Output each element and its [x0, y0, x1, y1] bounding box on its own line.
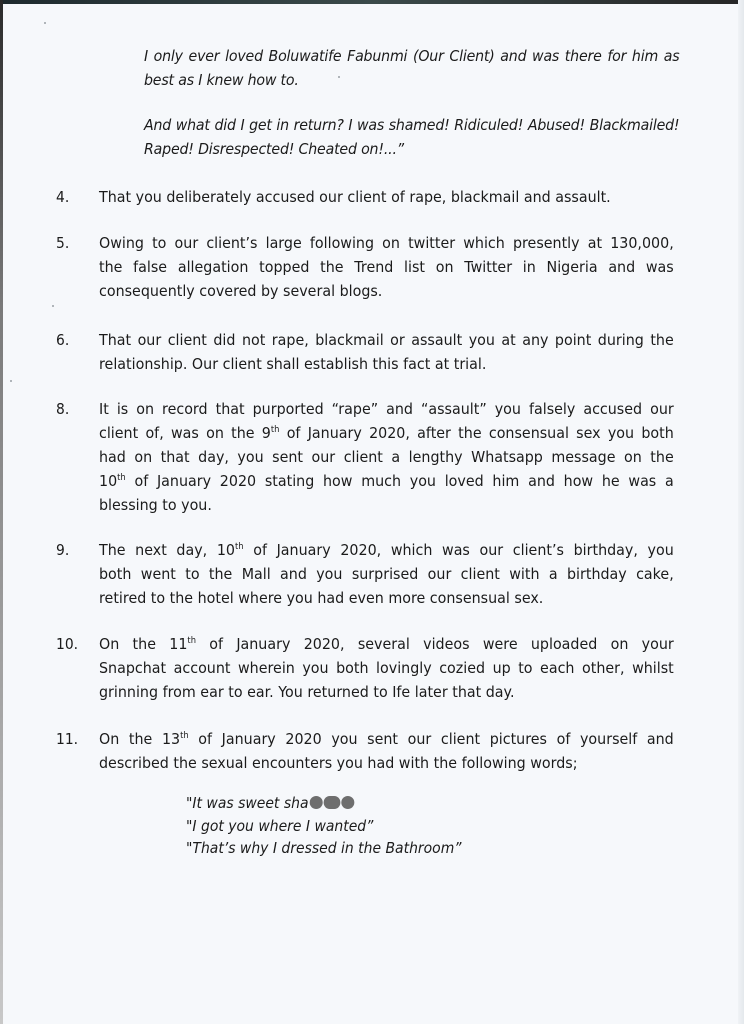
line-text: of January 2020, after the consensual sex you both — [279, 424, 674, 442]
scan-top-edge — [0, 0, 744, 4]
paragraph-body — [99, 231, 674, 303]
paragraph-line — [99, 727, 674, 751]
paragraph-line: That you deliberately accused our client of rape, blackmail and assault. — [99, 188, 611, 206]
paragraph-line — [99, 562, 674, 586]
line-text: On the 11 — [99, 635, 188, 653]
smirk-emoji-icon — [309, 796, 322, 809]
ordinal-suffix: th — [270, 425, 280, 435]
paragraph-body — [99, 185, 674, 209]
paragraph-number: 9. — [56, 541, 70, 559]
paragraph-line — [99, 586, 674, 610]
saying-line: "That’s why I dressed in the Bathroom” — [186, 839, 462, 857]
line-text: On the 13 — [99, 730, 181, 748]
line-text: described the sexual encounters you had with the following words; — [99, 754, 578, 772]
paragraph-number: 5. — [56, 234, 70, 252]
paragraph-number: 4. — [56, 188, 70, 206]
scan-left-edge — [0, 0, 3, 1024]
quoted-sayings — [186, 792, 462, 860]
paragraph-line — [99, 538, 674, 562]
paragraph-line — [99, 656, 674, 680]
line-text: 10 — [99, 472, 118, 490]
paragraph-body — [99, 727, 674, 775]
paragraph-line: That our client did not rape, blackmail or assault you at any point during the — [99, 331, 674, 349]
intro-quote-paragraph: And what did I get in return? I was shamed! Ridiculed! Abused! Blackmailed! Raped! Disrespected! Cheated on!...” — [144, 116, 680, 158]
ordinal-suffix: th — [187, 636, 196, 646]
paragraph-number: 11. — [56, 730, 79, 748]
line-text: retired to the hotel where you had even more consensual sex. — [99, 589, 544, 607]
scan-speck — [44, 22, 46, 24]
paragraph-number: 10. — [56, 635, 79, 653]
paragraph-line: consequently covered by several blogs. — [99, 282, 383, 300]
line-text: It is on record that purported “rape” and “assault” you falsely accused our — [99, 400, 674, 418]
saying-line: "I got you where I wanted” — [186, 816, 374, 835]
line-text: of January 2020, several videos were uploaded on your — [195, 635, 674, 653]
line-text: blessing to you. — [99, 496, 212, 514]
paragraph-body — [99, 538, 674, 610]
paragraph-line — [99, 493, 674, 517]
line-text: Snapchat account wherein you both lovingly cozied up to each other, whilst — [99, 659, 674, 677]
saying-text: "It was sweet sha — [186, 794, 309, 812]
intro-quote — [144, 113, 679, 161]
paragraph-number: 8. — [56, 400, 70, 418]
line-text: had on that day, you sent our client a lengthy Whatsapp message on the — [99, 448, 674, 466]
paragraph-line — [99, 751, 674, 775]
paragraph-line: Owing to our client’s large following on twitter which presently at 130,000, — [99, 234, 674, 252]
paragraph-body — [99, 328, 674, 376]
paragraph-line: relationship. Our client shall establish this fact at trial. — [99, 355, 487, 373]
line-text: client of, was on the 9 — [99, 424, 271, 442]
paragraph-body — [99, 632, 674, 704]
ordinal-suffix: th — [235, 542, 244, 552]
paragraph-body — [99, 397, 674, 517]
scan-right-edge — [738, 0, 744, 1024]
ordinal-suffix: th — [117, 473, 126, 483]
paragraph-line — [99, 469, 674, 493]
line-text: of January 2020 stating how much you loved him and how he was a — [125, 472, 674, 490]
line-text: both went to the Mall and you surprised our client with a birthday cake, — [99, 565, 674, 583]
line-text: grinning from ear to ear. You returned to Ife later that day. — [99, 683, 515, 701]
grin-emoji-icon — [323, 796, 340, 809]
intro-quote — [144, 44, 679, 92]
paragraph-line — [99, 632, 674, 656]
paragraph-line — [99, 421, 674, 445]
ordinal-suffix: th — [180, 731, 189, 741]
line-text: of January 2020, which was our client’s birthday, you — [243, 541, 674, 559]
intro-quote-paragraph: I only ever loved Boluwatife Fabunmi (Our Client) and was there for him as best as I knew how to. — [144, 47, 680, 89]
paragraph-line — [99, 680, 674, 704]
line-text: of January 2020 you sent our client pictures of yourself and — [188, 730, 674, 748]
scan-speck — [52, 305, 54, 307]
paragraph-line: the false allegation topped the Trend list on Twitter in Nigeria and was — [99, 258, 674, 276]
smile-emoji-icon — [341, 796, 354, 809]
saying-line — [186, 792, 462, 815]
paragraph-line — [99, 397, 674, 421]
scan-speck — [10, 380, 12, 382]
paragraph-line — [99, 445, 674, 469]
paragraph-number: 6. — [56, 331, 70, 349]
line-text: The next day, 10 — [99, 541, 236, 559]
